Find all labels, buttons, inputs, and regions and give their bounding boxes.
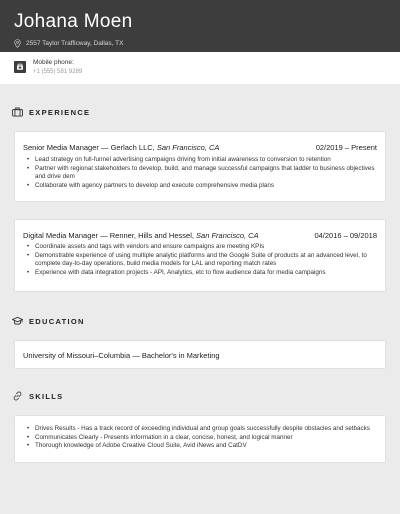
address-row (14, 39, 123, 48)
job-location: San Francisco, CA (156, 143, 220, 152)
job-company: Gerlach LLC, (110, 143, 155, 152)
job-bullets (27, 243, 375, 277)
briefcase-icon (12, 107, 23, 117)
phone-icon (14, 61, 26, 73)
phone-value: +1 (555) 581 9289 (33, 69, 83, 75)
job-card (14, 131, 386, 202)
phone-label: Mobile phone: (33, 59, 74, 66)
skills-list (27, 425, 375, 451)
skill-item: • Drives Results - Has a track record of exceeding individual and group goals successfully despite obstacles and setbacks (27, 425, 375, 434)
contact-bar (0, 52, 400, 84)
job-title: Digital Media Manager (23, 231, 99, 240)
skills-card (14, 415, 386, 463)
education-separator: — (132, 351, 140, 360)
education-section-header (12, 316, 85, 326)
job-separator: — (100, 231, 108, 240)
school-name: University of Missouri–Columbia (23, 351, 131, 360)
job-header (23, 231, 377, 240)
job-bullet: • Demonstrable experience of using multiple analytic platforms and the Google Suite of products at an advanced level, to complete day-to-day operations, build media models for LAL and reporting match rates (27, 252, 375, 269)
experience-title: EXPERIENCE (29, 107, 91, 117)
job-bullet: • Partner with regional stakeholders to develop, build, and manage successful campaigns that ladder to business objectives and drive dem (27, 165, 375, 182)
education-line (23, 351, 220, 360)
address-text: 2557 Taylor Trafficway, Dallas, TX (26, 40, 124, 47)
job-dates: 04/2016 – 09/2018 (314, 231, 377, 240)
job-bullet: • Experience with data integration projects - API, Analytics, etc to flow audience data for media campaigns (27, 269, 375, 278)
job-title: Senior Media Manager (23, 143, 99, 152)
location-pin-icon (14, 39, 21, 48)
job-company: Renner, Hills and Hessel, (109, 231, 194, 240)
job-bullet: • Collaborate with agency partners to develop and execute comprehensive media plans (27, 182, 375, 191)
job-title-line (23, 143, 219, 152)
skills-link-icon (12, 391, 23, 401)
job-card (14, 219, 386, 292)
skills-section-header (12, 391, 63, 401)
job-bullet: • Lead strategy on full-funnel advertising campaigns driving from initial awareness to conversion to retention (27, 156, 375, 165)
education-card (14, 340, 386, 369)
experience-section-header (12, 107, 90, 117)
job-header (23, 143, 377, 152)
graduation-cap-icon (12, 316, 23, 326)
degree-name: Bachelor's in Marketing (141, 351, 220, 360)
job-bullets (27, 156, 375, 190)
education-title: EDUCATION (29, 316, 85, 326)
candidate-name: Johana Moen (14, 11, 133, 32)
job-separator: — (100, 143, 109, 152)
skills-title: SKILLS (29, 391, 64, 401)
job-title-line (23, 231, 259, 240)
resume-header (0, 0, 400, 52)
job-location: San Francisco, CA (196, 231, 259, 240)
job-bullet: • Coordinate assets and tags with vendors and ensure campaigns are meeting KPIs (27, 243, 375, 252)
skill-item: • Communicates Clearly - Presents information in a clear, concise, honest, and logical manner (27, 434, 375, 443)
skill-item: • Thorough knowledge of Adobe Creative Cloud Suite, Avid iNews and CatDV (27, 442, 375, 451)
job-dates: 02/2019 – Present (315, 143, 377, 152)
